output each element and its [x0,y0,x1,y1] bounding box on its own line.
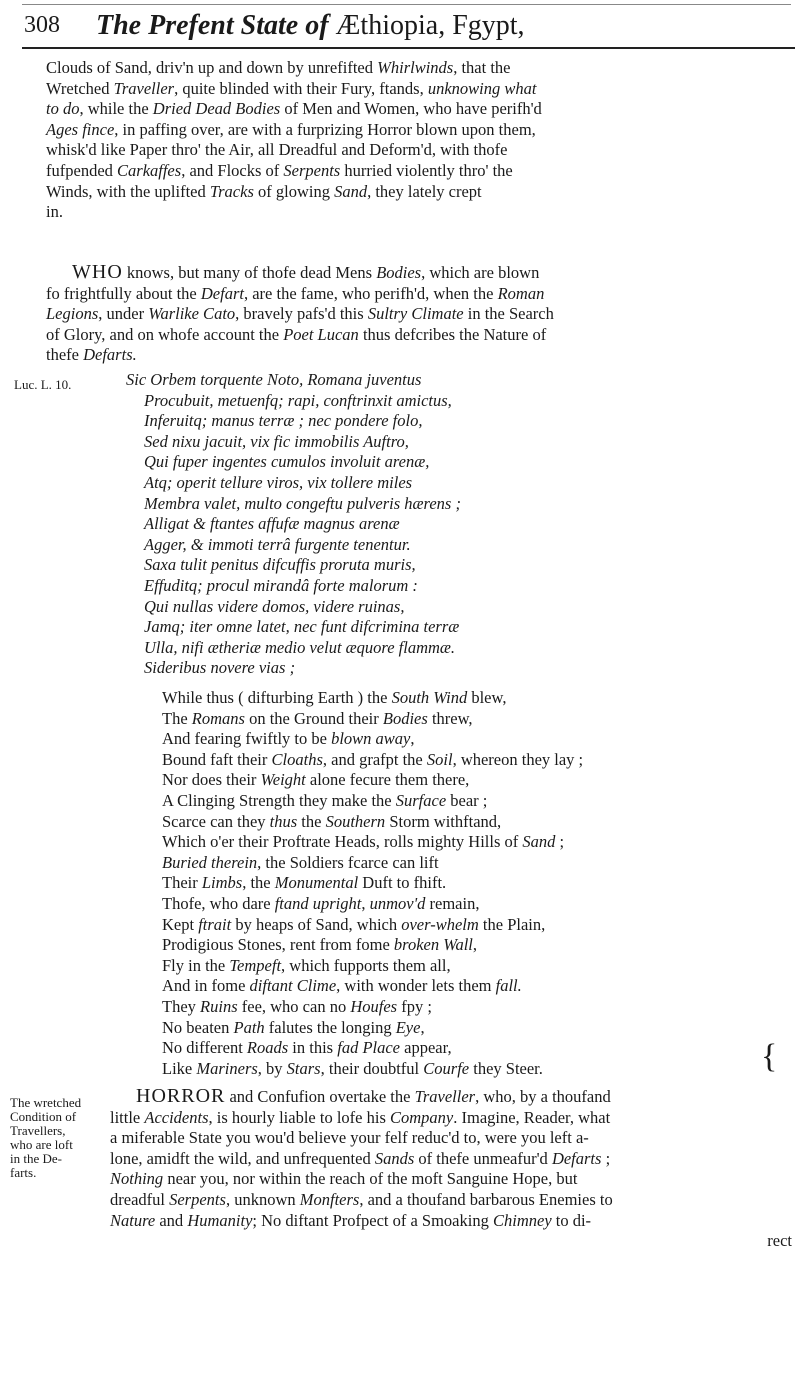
verse-text: Ruins [200,996,238,1016]
text: Serpents [169,1189,226,1209]
text: , while the [79,99,153,119]
text: and [155,1210,188,1230]
verse-line [162,770,762,791]
verse-text: Surface [395,790,447,810]
text: , quite blinded with their Fury, ftands, [174,78,428,98]
verse-text: threw, [427,708,473,728]
verse-line [162,935,762,956]
verse-line [162,853,762,874]
text-line [110,1211,792,1232]
header-rule [22,47,795,49]
paragraph-who-knows [46,262,790,366]
verse-text: The [162,708,192,728]
verse-text: While thus ( difturbing Earth ) the [162,688,392,707]
text: , is hourly liable to lofe his [208,1107,390,1127]
text: , bravely pafs'd this [235,304,368,324]
text: Poet Lucan [283,324,359,344]
latin-line: Qui nullas videre domos, videre ruinas, [144,596,405,616]
text: to di- [551,1210,592,1230]
latin-line: Sic Orbem torquente Noto, Romana juventus [126,370,422,389]
verse-text: Bodies [382,708,428,728]
text: Humanity [187,1210,253,1230]
text-line [110,1231,792,1252]
text: , they lately crept [367,181,482,201]
verse-text: they Steer. [469,1058,543,1078]
text: to do [46,99,80,119]
text: Roman [497,283,545,303]
latin-line: Procubuit, metuenfq; rapi, conftrinxit amictus, [144,390,452,410]
verse-text: Path [233,1017,265,1037]
verse-text: fpy ; [397,996,432,1016]
text-line [46,202,790,223]
verse-text: , the Soldiers fcarce can lift [257,852,439,872]
text: little [110,1107,145,1127]
text: , and a thoufand barbarous Enemies to [359,1189,613,1209]
text-line [46,284,790,305]
verse-text: Eye [395,1017,421,1037]
verse-text: , [410,729,415,749]
verse-text: Prodigious Stones, rent from fome [162,935,394,955]
text: Bodies [376,263,422,282]
verse-text: Mariners [196,1058,258,1078]
text: Defarts [551,1148,602,1168]
text: Nothing [110,1169,164,1189]
verse-text: , their doubtful [320,1058,424,1078]
text-line [110,1108,792,1129]
text-line [46,182,790,203]
text: thefe [46,345,84,365]
verse-text: And fearing fwiftly to be [162,729,332,749]
margin-note-line: in the De- [10,1151,62,1166]
text-line [110,1149,792,1170]
text: , which are blown [421,263,540,282]
verse-text: Buried therein [162,852,258,872]
verse-text: Bound faft their [162,749,272,769]
text-line [110,1190,792,1211]
text: Traveller [414,1087,476,1106]
margin-note-line: who are loft [10,1137,73,1152]
text: rect [767,1231,792,1251]
text: lone, amidft the wild, and unfrequented [110,1148,375,1168]
verse-text: on the Ground their [244,708,383,728]
text: Sands [374,1148,415,1168]
text: hurried violently thro' the [340,160,513,180]
verse-text: Which o'er their Proftrate Heads, rolls mighty Hills of [162,832,523,852]
margin-note-line: Travellers, [10,1123,66,1138]
text: of glowing [253,181,335,201]
verse-text: , with wonder lets them [336,976,496,996]
latin-line: Atq; operit tellure viros, vix tollere miles [144,472,413,492]
running-head-italic: The Prefent State of [96,10,336,41]
verse-text: Cloaths [271,749,323,769]
paragraph-clouds-of-sand [46,58,790,223]
verse-line [162,1018,762,1039]
verse-line [162,791,762,812]
text: Traveller [113,78,175,98]
brace-mark: { [761,1038,778,1075]
text: WHO [72,261,123,283]
text: Legions [46,304,99,324]
latin-line: Jamq; iter omne latet, nec funt difcrimina terræ [144,617,460,637]
verse-text: fad Place [337,1038,401,1058]
latin-line: Effuditq; procul mirandâ forte malorum : [144,575,418,595]
verse-line [162,729,762,750]
verse-text: No different [162,1038,247,1058]
verse-line [162,997,762,1018]
text: of Glory, and on whofe account the [46,324,284,344]
verse-text: remain, [425,893,480,913]
text: ; No diftant Profpect of a Smoaking [252,1210,493,1230]
verse-text: broken Wall [393,935,473,955]
text: , are the fame, who perifh'd, when the [243,283,498,303]
paragraph-horror [110,1086,792,1252]
verse-text: the Plain, [478,914,546,934]
verse-text: Sand [522,832,556,852]
verse-text: , by [257,1058,287,1078]
verse-text: Weight [260,770,306,790]
verse-text: appear, [400,1038,452,1058]
verse-text: Southern [325,811,386,831]
verse-text: , whereon they lay ; [452,749,584,769]
text: whisk'd like Paper thro' the Air, all Dreadful and Deform'd, with thofe [46,140,508,160]
verse-text: , [361,893,370,913]
text: a miferable State you wou'd believe your felf reduc'd to, were you left a- [110,1128,589,1148]
text: Dried Dead Bodies [152,99,281,119]
verse-line [162,750,762,771]
verse-text: , and grafpt the [322,749,427,769]
text-line [46,262,790,284]
text-line [110,1086,792,1108]
verse-text: South Wind [391,688,468,707]
margin-note-wretched-condition [10,1096,81,1180]
verse-text: Tempeft [229,955,282,975]
verse-text: bear ; [446,790,488,810]
latin-line: Agger, & immoti terrâ furgente tenentur. [144,534,411,554]
verse-text: thus [269,811,298,831]
text: Carkaffes [117,160,182,180]
verse-text: , which fupports them all, [281,955,451,975]
text: , who, by a thoufand [475,1087,611,1106]
margin-note-line: The wretched [10,1095,82,1110]
text: Tracks [209,181,254,201]
verse-text: the [297,811,326,831]
verse-line [162,812,762,833]
verse-text: fall. [495,976,522,996]
text: Defart [200,283,244,303]
verse-text: fee, who can no [237,996,351,1016]
text: ; [601,1148,611,1168]
text: Defarts. [83,345,137,365]
text: Winds, with the uplifted [46,181,210,201]
verse-text: , [420,1017,425,1037]
text: in. [46,202,63,222]
text: Whirlwinds [377,58,454,77]
text: knows, but many of thofe dead Mens [122,263,377,282]
verse-text: ; [555,832,565,852]
text-line [46,304,790,325]
verse-line [162,956,762,977]
latin-line: Membra valet, multo congeftu pulveris hærens ; [144,493,461,513]
verse-line [162,873,762,894]
text: Serpents [283,160,341,180]
verse-text: Scarce can they [162,811,270,831]
text: Chimney [492,1210,552,1230]
text: , and Flocks of [181,160,284,180]
verse-text: Houfes [350,996,398,1016]
verse-text: Fly in the [162,955,230,975]
text-line [46,345,790,366]
verse-line [162,894,762,915]
text: in the Search [463,304,554,324]
verse-line [162,976,762,997]
running-head [96,10,525,42]
verse-text: Nor does their [162,770,261,790]
text: Accidents [144,1107,209,1127]
verse-text: , the [242,873,275,893]
top-rule [22,4,791,5]
verse-text: blown away [331,729,411,749]
margin-note-line: farts. [10,1165,37,1180]
text-line [110,1169,792,1190]
text: fufpended [46,160,118,180]
verse-text: blew, [467,688,507,707]
text-line [46,120,790,141]
verse-text: Thofe, who dare [162,893,275,913]
verse-translation [162,688,762,1079]
text: fo frightfully about the [46,283,201,303]
verse-text: Courfe [423,1058,470,1078]
verse-text: ftrait [198,914,232,934]
text: , in paffing over, are with a furprizing Horror blown upon them, [114,119,536,139]
text: near you, nor within the reach of the moft Sanguine Hope, but [163,1169,578,1189]
verse-line [162,1038,762,1059]
verse-text: diftant Clime [249,976,337,996]
verse-text: A Clinging Strength they make the [162,790,396,810]
verse-text: Limbs [201,873,243,893]
verse-text: ftand upright [274,893,362,913]
verse-text: Duft to fhift. [358,873,447,893]
text: , unknown [225,1189,300,1209]
text: Ages fince [46,119,115,139]
verse-text: falutes the longing [264,1017,396,1037]
latin-line: Alligat & ftantes affufæ magnus arenæ [144,514,400,534]
verse-text: Like [162,1058,197,1078]
latin-line: Sideribus novere vias ; [144,658,296,678]
text-line [46,79,790,100]
text-line [46,140,790,161]
text-line [46,161,790,182]
running-head-roman: Æthiopia, Fgypt, [335,10,525,41]
margin-note-line: Condition of [10,1109,77,1124]
verse-text: over-whelm [401,914,479,934]
latin-line: Saxa tulit penitus difcuffis proruta muris, [144,555,416,575]
latin-line: Qui fuper ingentes cumulos involuit arenæ, [144,452,430,472]
text: Warlike Cato [148,304,236,324]
text: of Men and Women, who have perifh'd [280,99,542,119]
verse-line [162,832,762,853]
verse-text: And in fome [162,976,250,996]
text: thus defcribes the Nature of [358,324,547,344]
text: Wretched [46,78,114,98]
text: dreadful [110,1189,170,1209]
verse-text: Roads [246,1038,289,1058]
text: . Imagine, Reader, what [453,1107,611,1127]
text: Sand [334,181,368,201]
verse-text: by heaps of Sand, which [231,914,402,934]
text: Clouds of Sand, driv'n up and down by unrefifted [46,58,378,77]
verse-line [162,915,762,936]
verse-text: alone fecure them there, [305,770,470,790]
verse-text: in this [288,1038,338,1058]
verse-text: , [472,935,478,955]
verse-text: Stars [286,1058,321,1078]
verse-text: Soil [426,749,453,769]
verse-line [162,688,762,709]
verse-text: Their [162,873,202,893]
text: and Confufion overtake the [225,1087,415,1106]
page-number: 308 [24,12,60,38]
text: Nature [110,1210,156,1230]
margin-note-lucan: Luc. L. 10. [14,377,72,392]
latin-line: Inferuitq; manus terræ ; nec pondere folo, [144,411,423,431]
verse-text: Monumental [274,873,359,893]
verse-line [162,709,762,730]
text-line [110,1128,792,1149]
text: Company [390,1107,454,1127]
latin-line: Sed nixu jacuit, vix fic immobilis Auftro, [144,431,409,451]
text-line [46,99,790,120]
text: Sultry Climate [367,304,464,324]
verse-text: unmov'd [369,893,426,913]
latin-line: Ulla, nifi ætheriæ medio velut æquore flammæ. [144,637,456,657]
verse-text: Romans [191,708,245,728]
verse-text: No beaten [162,1017,234,1037]
verse-line [162,1059,762,1080]
text-line [46,58,790,79]
text: of thefe unmeafur'd [414,1148,552,1168]
text: HORROR [136,1085,226,1107]
text: Monfters [299,1189,360,1209]
verse-text: Kept [162,914,199,934]
verse-text: Storm withftand, [385,811,502,831]
text: , under [98,304,149,324]
latin-quotation [126,370,686,679]
verse-text: They [162,996,201,1016]
text-line [46,325,790,346]
text: , that the [453,58,511,77]
text: unknowing what [427,78,537,98]
